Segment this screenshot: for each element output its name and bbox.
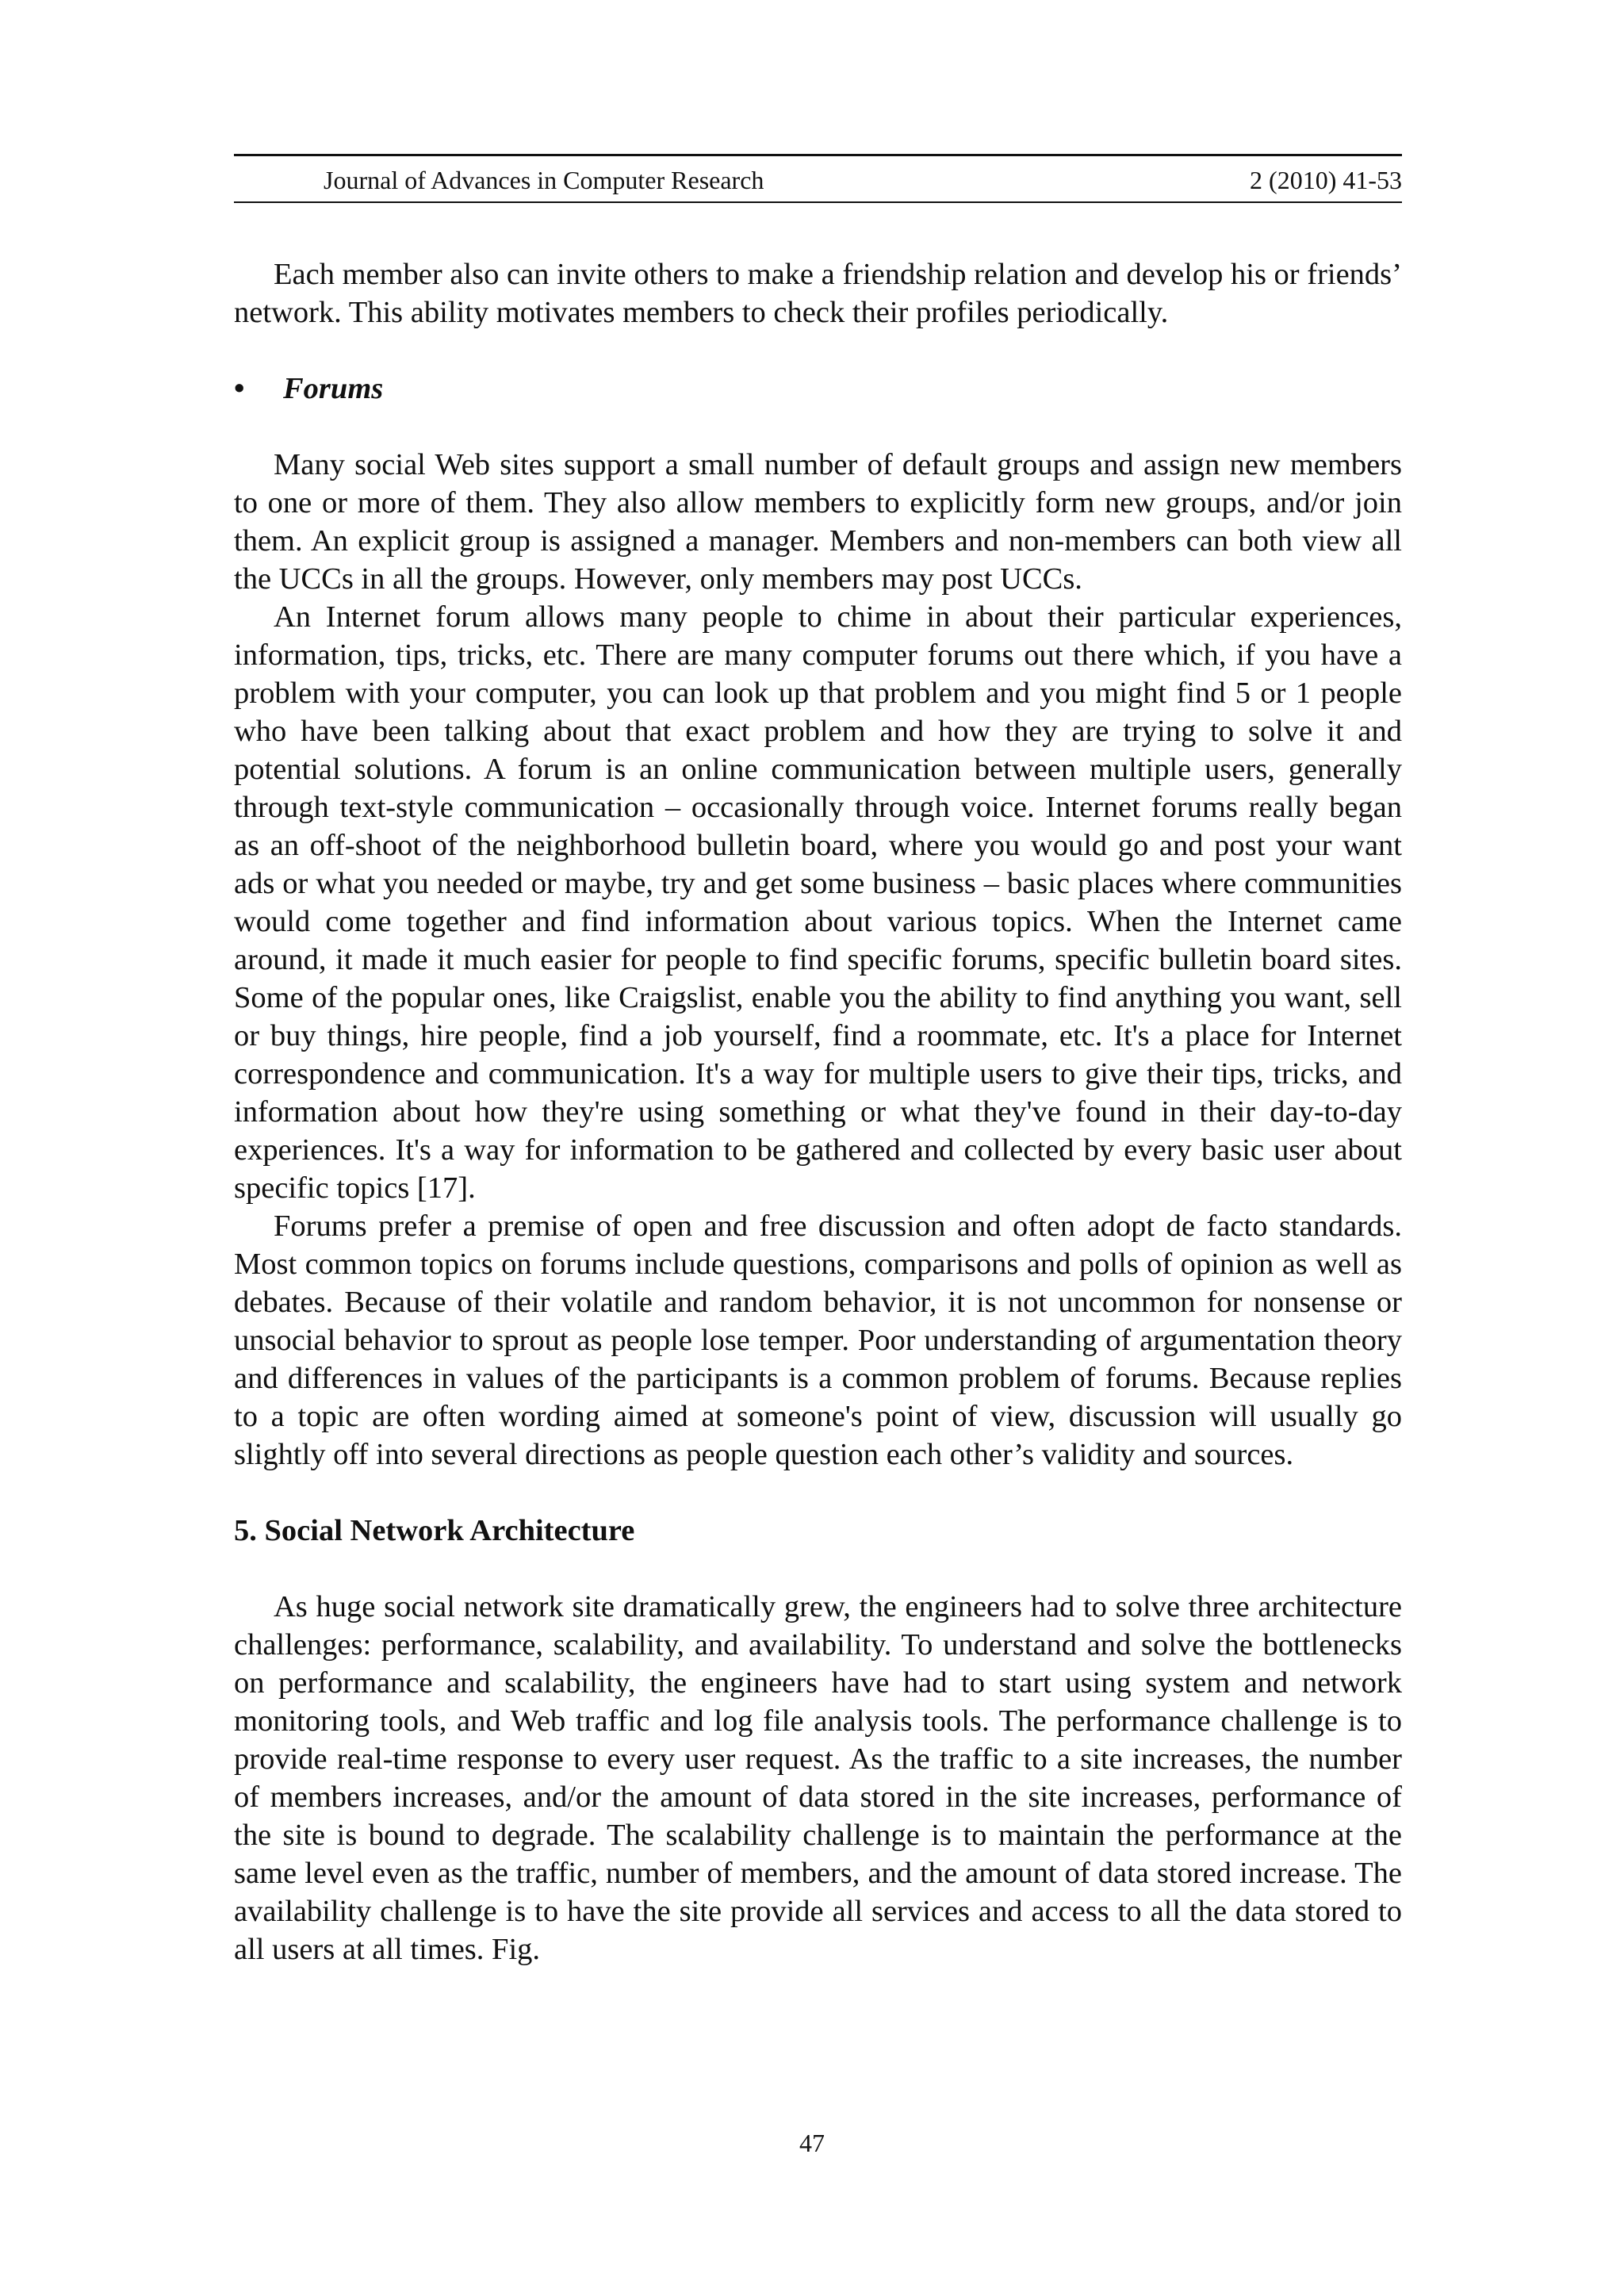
forums-heading [234, 370, 1402, 408]
journal-volume: 2 (2010) 41-53 [1250, 166, 1402, 194]
bullet-icon: • [234, 372, 245, 405]
forums-heading-text: Forums [283, 372, 384, 405]
spacer [234, 1550, 1402, 1588]
spacer [234, 1474, 1402, 1512]
page-number: 47 [799, 2129, 825, 2157]
spacer [234, 408, 1402, 446]
spacer [234, 332, 1402, 370]
paragraph-groups: Many social Web sites support a small number of default groups and assign new members to one or more of them. They also allow members to explicitly form new groups, and/or join them. An explicit group is assigned a manager. Members and non-members can both view all the UCCs in all the groups. However, only members may post UCCs. [234, 448, 1402, 596]
running-header [234, 154, 1402, 203]
paragraph-architecture: As huge social network site dramatically grew, the engineers had to solve three architecture challenges: performance, scalability, and availability. To understand and solve the bottlenecks on performance and scalability, the engineers have had to start using system and network monitoring tools, and Web traffic and log file analysis tools. The performance challenge is to provide real-time response to every user request. As the traffic to a site increases, the number of members increases, and/or the amount of data stored in the site increases, performance of the site is bound to degrade. The scalability challenge is to maintain the performance at the same level even as the traffic, number of members, and the amount of data stored increase. The availability challenge is to have the site provide all services and access to all the data stored to all users at all times. Fig. [234, 1590, 1402, 1966]
paragraph-friendship: Each member also can invite others to make a friendship relation and develop his or friends’ network. This ability motivates members to check their profiles periodically. [234, 258, 1402, 329]
paragraph-forum-discussion: Forums prefer a premise of open and free discussion and often adopt de facto standards. Most common topics on forums include questions, comparisons and polls of opinion as well as debates. Because of their volatile and random behavior, it is not uncommon for nonsense or unsocial behavior to sprout as people lose temper. Poor understanding of argumentation theory and differences in values of the participants is a common problem of forums. Because replies to a topic are often wording aimed at someone's point of view, discussion will usually go slightly off into several directions as people question each other’s validity and sources. [234, 1209, 1402, 1471]
journal-title: Journal of Advances in Computer Research [324, 166, 764, 194]
paragraph-internet-forum: An Internet forum allows many people to chime in about their particular experiences, information, tips, tricks, etc. There are many computer forums out there which, if you have a problem with your computer, you can look up that problem and you might find 5 or 1 people who have been talking about that exact problem and how they are trying to solve it and potential solutions. A forum is an online communication between multiple users, generally through text-style communication – occasionally through voice. Internet forums really began as an off-shoot of the neighborhood bulletin board, where you would go and post your want ads or what you needed or maybe, try and get some business – basic places where communities would come together and find information about various topics. When the Internet came around, it made it much easier for people to find specific forums, specific bulletin board sites. Some of the popular ones, like Craigslist, enable you the ability to find anything you want, sell or buy things, hire people, find a job yourself, find a roommate, etc. It's a place for Internet correspondence and communication. It's a way for multiple users to give their tips, tricks, and information about how they're using something or what they've found in their day-to-day experiences. It's a way for information to be gathered and collected by every basic user about specific topics [17]. [234, 600, 1402, 1205]
page-body [234, 255, 1402, 1968]
section-heading: 5. Social Network Architecture [234, 1514, 635, 1547]
